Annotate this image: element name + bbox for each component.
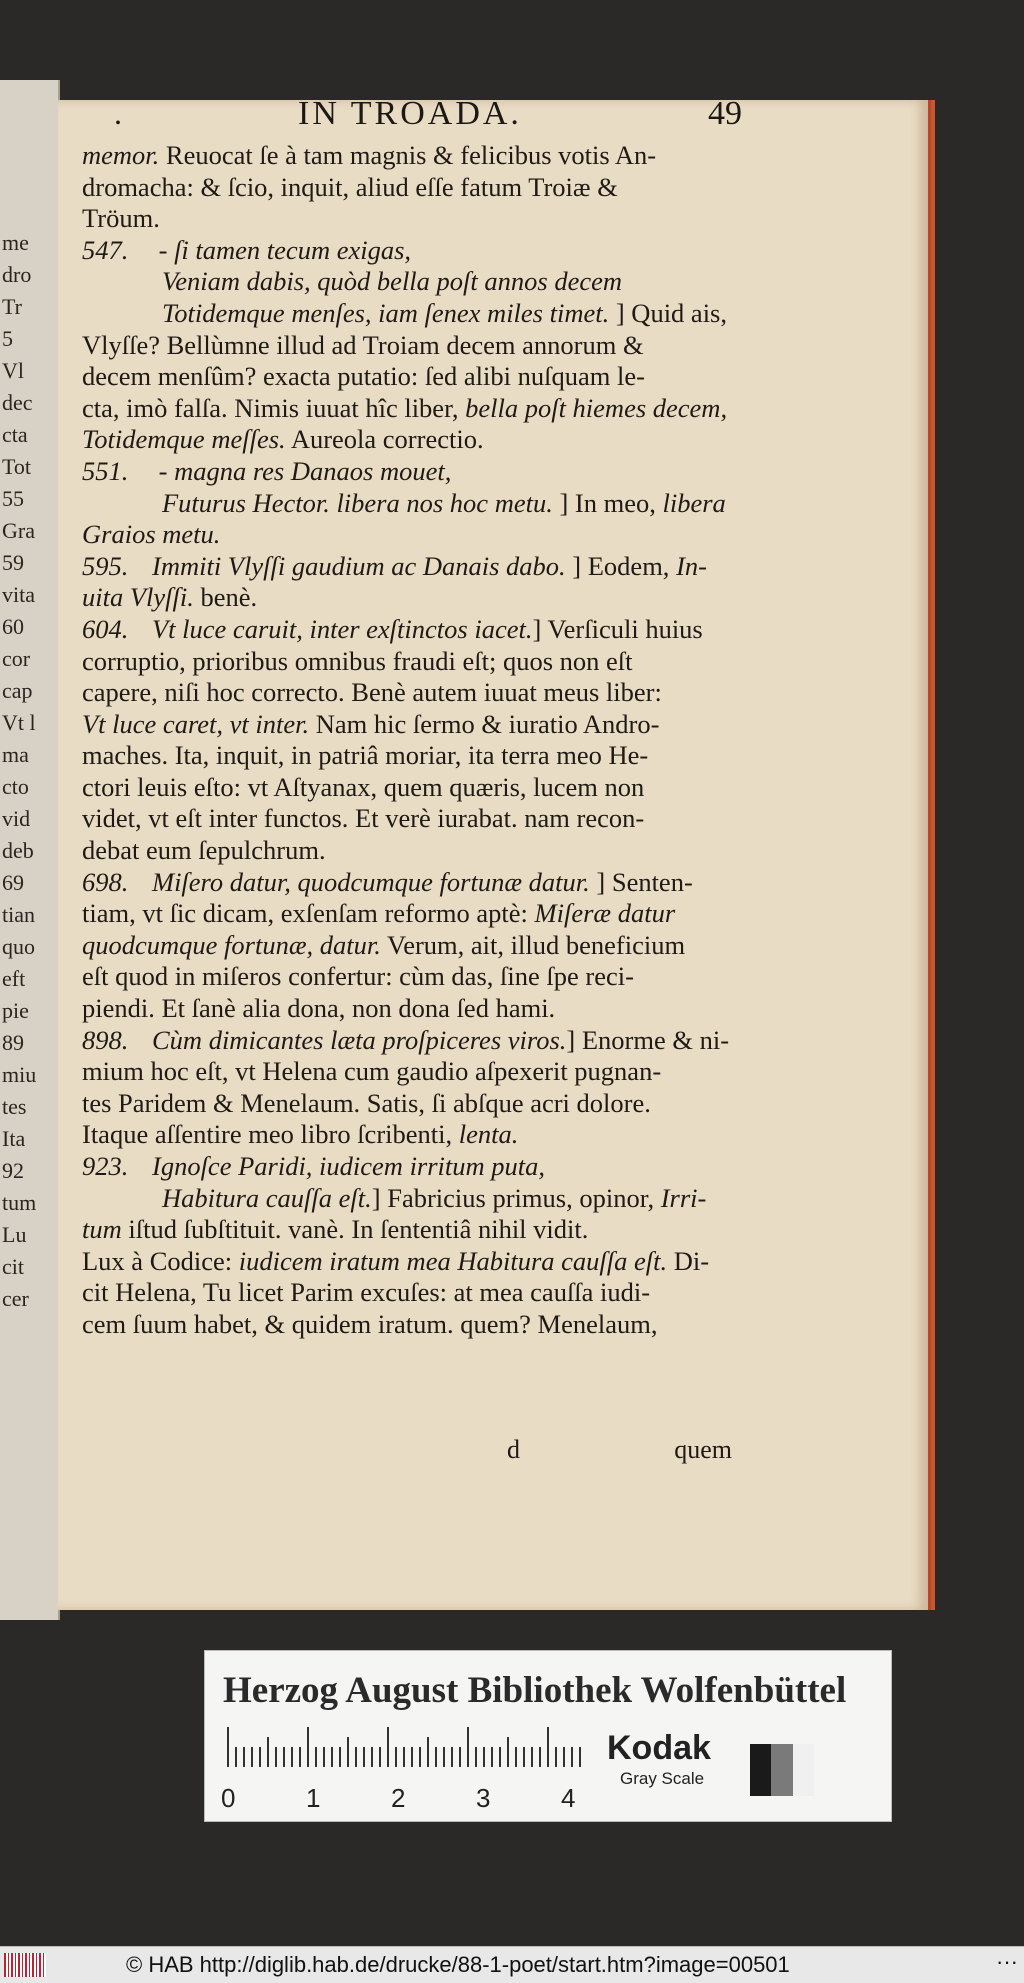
text-segment: ] Quid ais, — [609, 297, 727, 328]
ruler-tick — [307, 1727, 309, 1767]
text-segment: cit Helena, Tu licet Parim excuſes: at mea cauſſa iudi- — [82, 1277, 651, 1308]
text-segment: uita Vlyſſi. — [82, 582, 194, 613]
left-page-fragment: tian — [2, 902, 35, 927]
ruler-tick — [403, 1747, 405, 1767]
text-line — [82, 993, 732, 1025]
text-segment: ] Verſiculi huius — [532, 613, 703, 644]
text-segment: Habitura cauſſa eſt. — [162, 1182, 372, 1213]
ruler-tick — [451, 1747, 453, 1767]
ruler-tick — [411, 1747, 413, 1767]
left-page-fragment: cit — [2, 1254, 24, 1279]
text-segment: - ſi tamen tecum exigas, — [152, 234, 412, 265]
text-line — [82, 1214, 732, 1246]
text-segment: decem menſûm? exacta putatio: ſed alibi nuſquam le- — [82, 361, 645, 392]
text-line — [82, 677, 732, 709]
ruler-number: 4 — [561, 1783, 576, 1813]
text-segment: iſtud ſubſtituit. vanè. In ſententiâ nihil vidit. — [121, 1214, 589, 1245]
ruler-tick — [523, 1747, 525, 1767]
barcode-icon — [4, 1953, 46, 1977]
verse-number: 698. — [82, 866, 129, 897]
text-segment: Vlyſſe? Bellùmne illud ad Troiam decem annorum & — [82, 329, 644, 360]
text-line — [82, 1183, 732, 1215]
ruler-tick — [395, 1747, 397, 1767]
text-segment: benè. — [193, 582, 258, 613]
ruler-tick — [571, 1747, 573, 1767]
running-head: IN TROADA. — [298, 95, 522, 132]
left-page-fragment: me — [2, 230, 29, 255]
text-segment: ] Senten- — [589, 866, 693, 897]
ruler-tick — [339, 1747, 341, 1767]
ruler-tick — [555, 1747, 557, 1767]
text-segment: tum — [82, 1214, 122, 1245]
left-page-fragment: vid — [2, 806, 31, 831]
text-segment: Futurus Hector. libera nos hoc metu. — [162, 487, 553, 518]
ruler-tick — [315, 1747, 317, 1767]
left-page-fragment: Vl — [2, 358, 24, 383]
left-page-fragment: 5 — [2, 326, 13, 351]
text-segment: eſt quod in miſeros confertur: cùm das, ſine ſpe reci- — [82, 961, 634, 992]
left-page-fragment: vita — [2, 582, 35, 607]
ruler-tick — [355, 1747, 357, 1767]
ruler-tick — [371, 1747, 373, 1767]
left-page-edge — [0, 80, 60, 1620]
text-segment: Vt luce caruit, inter exſtinctos iacet. — [152, 613, 533, 644]
ruler-tick — [291, 1747, 293, 1767]
text-segment: Verum, ait, illud beneficium — [380, 929, 686, 960]
ruler-tick — [499, 1747, 501, 1767]
left-page-fragment: 55 — [2, 486, 24, 511]
left-page-fragment: cta — [2, 422, 28, 447]
text-line — [82, 961, 732, 993]
left-page-fragment: tum — [2, 1190, 37, 1215]
text-line — [82, 803, 732, 835]
text-line — [82, 519, 732, 551]
text-segment: ] Eodem, — [565, 550, 677, 581]
left-page-fragment: Ita — [2, 1126, 26, 1151]
text-segment: maches. Ita, inquit, in patriâ moriar, ita terra meo He- — [82, 740, 649, 771]
verse-number: 595. — [82, 550, 129, 581]
ruler-tick — [347, 1737, 349, 1767]
text-segment: lenta. — [458, 1119, 519, 1150]
ruler-tick — [483, 1747, 485, 1767]
left-page-fragment: 89 — [2, 1030, 24, 1055]
text-segment: tes Paridem & Menelaum. Satis, ſi abſque acri dolore. — [82, 1087, 651, 1118]
text-segment: Tröum. — [82, 203, 160, 234]
page-number: 49 — [708, 95, 742, 132]
text-segment: ] Enorme & ni- — [566, 1024, 730, 1055]
text-line — [82, 1025, 732, 1057]
catchword: quem — [674, 1435, 732, 1464]
ruler-tick — [507, 1737, 509, 1767]
more-icon[interactable]: ··· — [996, 1949, 1018, 1974]
left-page-fragment: ma — [2, 742, 29, 767]
text-line — [82, 488, 732, 520]
ruler-number: 1 — [306, 1783, 321, 1813]
text-line — [82, 140, 732, 172]
left-page-fragment: Lu — [2, 1222, 27, 1247]
verse-number: 551. — [82, 455, 129, 486]
text-line — [82, 1151, 732, 1183]
ruler-tick — [251, 1747, 253, 1767]
ruler-tick — [283, 1747, 285, 1767]
ruler-tick — [275, 1747, 277, 1767]
text-segment: Itaque aſſentire meo libro ſcribenti, — [82, 1119, 459, 1150]
verse-number: 547. — [82, 234, 129, 265]
text-line — [82, 930, 732, 962]
ruler-tick — [267, 1737, 269, 1767]
left-page-fragment: cer — [2, 1286, 29, 1311]
signature-mark: d — [507, 1435, 520, 1464]
header-dot: . — [114, 95, 122, 131]
ruler-tick — [323, 1747, 325, 1767]
ruler-tick — [467, 1727, 469, 1767]
text-line — [82, 203, 732, 235]
text-line — [82, 740, 732, 772]
text-segment: Totidemque menſes, iam ſenex miles timet. — [162, 297, 610, 328]
ruler-tick — [227, 1727, 229, 1767]
text-segment: capere, niſi hoc correcto. Benè autem iuuat meus liber: — [82, 677, 662, 708]
page-header — [114, 95, 742, 145]
text-line — [82, 1246, 732, 1278]
text-line — [82, 1119, 732, 1151]
ruler-tick — [379, 1747, 381, 1767]
left-page-fragment: 92 — [2, 1158, 24, 1183]
text-line — [82, 551, 732, 583]
text-line — [82, 582, 732, 614]
text-line — [82, 266, 732, 298]
gray-patches — [750, 1744, 814, 1796]
ruler-tick — [331, 1747, 333, 1767]
card-title: Herzog August Bibliothek Wolfenbüttel — [223, 1670, 847, 1711]
gray-patch — [750, 1744, 771, 1796]
left-page-fragment: pie — [2, 998, 29, 1023]
text-segment: memor. — [82, 140, 160, 170]
text-segment: mium hoc eſt, vt Helena cum gaudio aſpexerit pugnan- — [82, 1056, 662, 1087]
text-line — [82, 614, 732, 646]
ruler-tick — [459, 1747, 461, 1767]
left-page-fragment: tes — [2, 1094, 27, 1119]
ruler-tick — [235, 1747, 237, 1767]
text-line — [82, 330, 732, 362]
text-segment: ] Fabricius primus, opinor, — [371, 1182, 661, 1213]
text-line — [82, 393, 732, 425]
left-page-fragment: cto — [2, 774, 29, 799]
text-line — [82, 709, 732, 741]
body-text — [82, 140, 732, 1341]
left-page-fragment: dec — [2, 390, 33, 415]
text-segment: dromacha: & ſcio, inquit, aliud eſſe fatum Troiæ & — [82, 171, 618, 202]
ruler-tick — [539, 1747, 541, 1767]
text-segment: Cùm dimicantes læta proſpiceres viros. — [152, 1024, 567, 1055]
text-segment: Veniam dabis, quòd bella poſt annos decem — [162, 266, 623, 297]
text-line — [82, 172, 732, 204]
text-segment: videt, vt eſt inter functos. Et verè iurabat. nam recon- — [82, 803, 645, 834]
text-line — [82, 424, 732, 456]
left-page-fragment: 69 — [2, 870, 24, 895]
ruler-tick — [475, 1747, 477, 1767]
text-segment: Lux à Codice: — [82, 1245, 239, 1276]
text-line — [82, 1277, 732, 1309]
ruler-tick — [579, 1747, 581, 1767]
gray-scale-label: Gray Scale — [620, 1769, 705, 1788]
ruler-tick — [435, 1747, 437, 1767]
ruler-tick — [259, 1747, 261, 1767]
text-segment: Nam hic ſermo & iuratio Andro- — [309, 708, 660, 739]
text-segment: Aureola correctio. — [285, 424, 484, 455]
text-segment: iudicem iratum mea Habitura cauſſa eſt. — [238, 1245, 668, 1276]
text-line — [82, 361, 732, 393]
left-page-fragment: Tot — [2, 454, 32, 479]
left-page-fragment: cap — [2, 678, 33, 703]
text-segment: libera — [662, 487, 726, 518]
left-page-fragment: deb — [2, 838, 34, 863]
text-segment: Graios metu. — [82, 519, 221, 550]
gray-patch — [771, 1744, 792, 1796]
left-page-fragment: 60 — [2, 614, 24, 639]
ruler-tick — [299, 1747, 301, 1767]
ruler-number: 2 — [391, 1783, 406, 1813]
text-line — [82, 298, 732, 330]
left-page-fragment: Tr — [2, 294, 22, 319]
text-segment: Miſero datur, quodcumque fortunæ datur. — [152, 866, 590, 897]
text-line — [82, 898, 732, 930]
verse-number: 898. — [82, 1024, 129, 1055]
ruler-tick — [491, 1747, 493, 1767]
footer-bar — [0, 1946, 1024, 1983]
ruler-tick — [363, 1747, 365, 1767]
verse-number: 604. — [82, 613, 129, 644]
text-segment: In- — [676, 550, 707, 581]
text-line — [82, 1088, 732, 1120]
ruler-tick — [243, 1747, 245, 1767]
text-segment: cem ſuum habet, & quidem iratum. quem? Menelaum, — [82, 1308, 658, 1339]
left-page-fragment: Gra — [2, 518, 35, 543]
text-line — [82, 835, 732, 867]
text-segment: Reuocat ſe à tam magnis & felicibus votis An- — [159, 140, 657, 170]
text-segment: quodcumque fortunæ, datur. — [82, 929, 381, 960]
text-segment: Miſeræ datur — [534, 898, 676, 929]
ruler-tick — [443, 1747, 445, 1767]
text-segment: Totidemque meſſes. — [82, 424, 286, 455]
text-segment: piendi. Et ſanè alia dona, non dona ſed hami. — [82, 993, 556, 1024]
ruler-tick — [419, 1747, 421, 1767]
left-page-fragment: cor — [2, 646, 31, 671]
text-segment: Irri- — [660, 1182, 707, 1213]
ruler-number: 3 — [476, 1783, 491, 1813]
ruler-tick — [427, 1737, 429, 1767]
text-segment: ctori leuis eſto: vt Aſtyanax, quem quæris, lucem non — [82, 771, 645, 802]
text-segment: - magna res Danaos mouet, — [152, 455, 452, 486]
text-segment: Immiti Vlyſſi gaudium ac Danais dabo. — [152, 550, 566, 581]
color-calibration-card — [204, 1650, 892, 1822]
scale-ruler — [221, 1731, 587, 1813]
text-line — [82, 772, 732, 804]
text-line — [82, 646, 732, 678]
text-segment: cta, imò falſa. Nimis iuuat hîc liber, — [82, 392, 466, 423]
text-line — [82, 235, 732, 267]
gray-patch — [793, 1744, 814, 1796]
text-segment: Ignoſce Paridi, iudicem irritum puta, — [152, 1151, 546, 1181]
ruler-tick — [531, 1747, 533, 1767]
left-page-fragment: 59 — [2, 550, 24, 575]
ruler-tick — [387, 1727, 389, 1767]
ruler-tick — [547, 1727, 549, 1767]
text-line — [82, 1056, 732, 1088]
ruler-tick — [515, 1747, 517, 1767]
text-line — [82, 1309, 732, 1341]
kodak-logo: Kodak — [607, 1729, 711, 1767]
left-page-fragment: dro — [2, 262, 32, 287]
text-line — [82, 867, 732, 899]
ruler-tick — [563, 1747, 565, 1767]
ruler-number: 0 — [221, 1783, 236, 1813]
text-segment: ] In meo, — [552, 487, 663, 518]
footer-copyright-link[interactable]: © HAB http://diglib.hab.de/drucke/88-1-poet/start.htm?image=00501 — [126, 1952, 790, 1977]
verse-number: 923. — [82, 1151, 129, 1181]
left-page-fragment: quo — [2, 934, 35, 959]
text-segment: bella poſt hiemes decem, — [465, 392, 728, 423]
catchword-line — [82, 1435, 732, 1467]
text-segment: Di- — [667, 1245, 710, 1276]
text-segment: Vt luce caret, vt inter. — [82, 708, 310, 739]
text-segment: tiam, vt ſic dicam, exſenſam reformo aptè: — [82, 898, 535, 929]
text-line — [82, 456, 732, 488]
left-page-fragment: Vt l — [2, 710, 36, 735]
text-segment: corruptio, prioribus omnibus fraudi eſt; quos non eſt — [82, 645, 633, 676]
text-segment: debat eum ſepulchrum. — [82, 835, 326, 866]
left-page-fragment: eft — [2, 966, 26, 991]
left-page-fragment: miu — [2, 1062, 37, 1087]
